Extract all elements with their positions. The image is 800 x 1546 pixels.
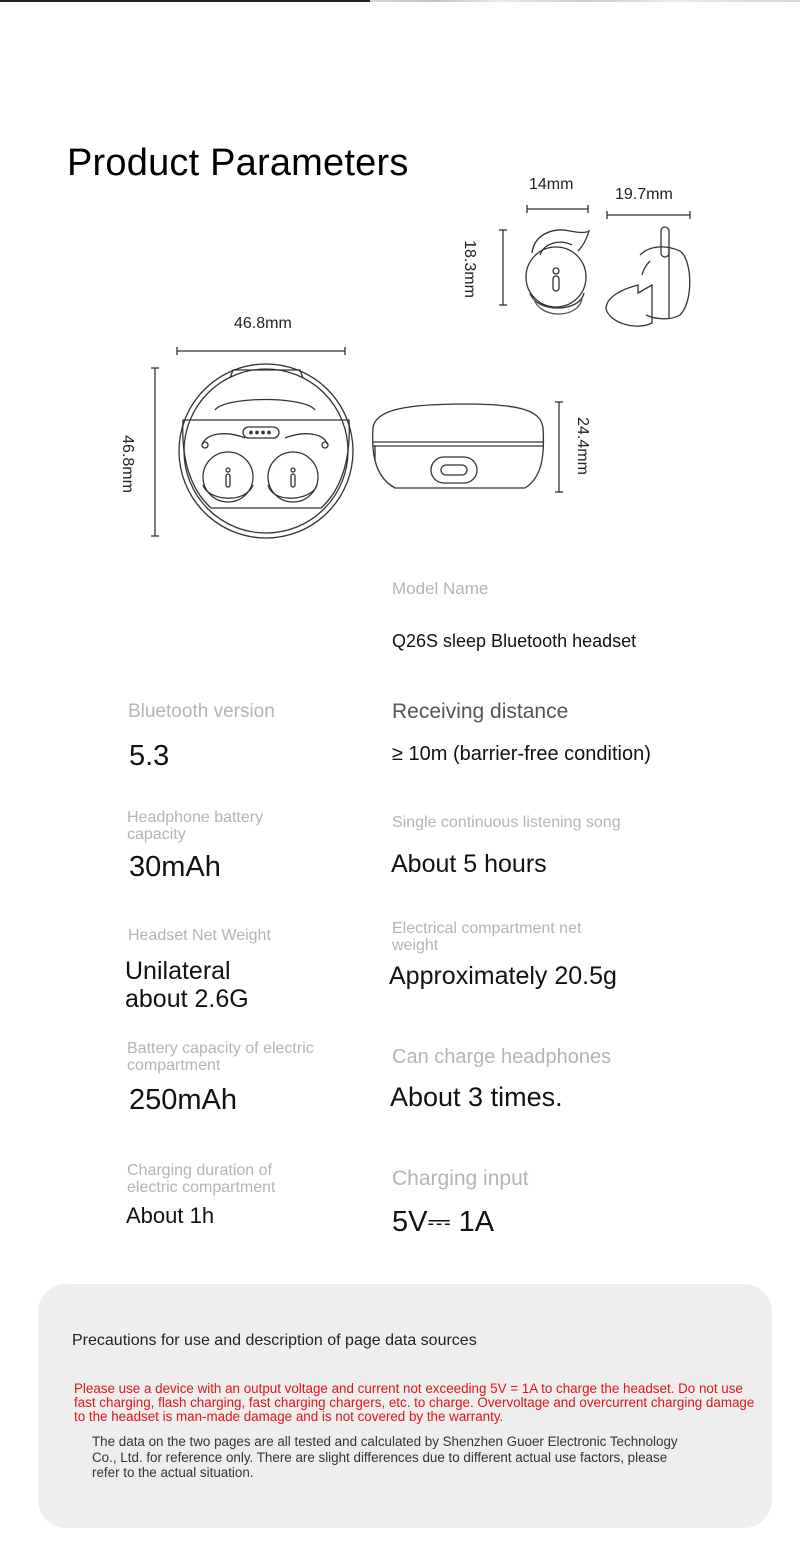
spec-label-charge-times: Can charge headphones: [392, 1046, 612, 1068]
spec-value-case-weight: Approximately 20.5g: [389, 962, 617, 990]
top-border: [0, 0, 800, 3]
spec-value-case-battery: 250mAh: [129, 1084, 238, 1116]
spec-value-headset-weight: Unilateral about 2.6G: [125, 957, 249, 1013]
spec-value-case-charge-time: About 1h: [126, 1203, 215, 1228]
case-width-label: 46.8mm: [234, 315, 292, 332]
spec-label-charging-input: Charging input: [392, 1167, 529, 1190]
earbud-front-drawing: [490, 195, 600, 330]
data-source-note: The data on the two pages are all tested and calculated by Shenzhen Guoer Electronic Technology Co., Ltd. for reference only. There are slight differences due to different actual use factors, please refer to the actual situation.: [92, 1434, 678, 1480]
spec-value-receiving-distance: ≥ 10m (barrier-free condition): [392, 743, 651, 765]
spec-label-bluetooth-version: Bluetooth version: [128, 701, 275, 722]
earbud-height-label: 18.3mm: [460, 240, 478, 298]
spec-label-model: Model Name: [392, 579, 489, 598]
spec-value-listening-time: About 5 hours: [391, 850, 547, 878]
spec-label-earbud-battery: Headphone battery capacity: [127, 809, 264, 843]
spec-value-charge-times: About 3 times.: [390, 1082, 563, 1112]
earbud-width-label: 14mm: [529, 176, 574, 193]
precautions-warning: Please use a device with an output voltage and current not exceeding 5V = 1A to charge the headset. Do not use fast charging, flash charging, fast charging chargers, etc. to charge. Overvoltage and overcurrent charging damage to the headset is man-made damage and is not covered by the warranty.: [74, 1381, 755, 1424]
top-border-dark: [0, 0, 370, 2]
charging-case-top-drawing: [145, 340, 360, 550]
spec-value-bluetooth-version: 5.3: [129, 740, 170, 772]
earbud-depth-label: 19.7mm: [615, 186, 673, 203]
page-title: Product Parameters: [67, 142, 409, 184]
spec-label-case-weight: Electrical compartment net weight: [392, 920, 582, 954]
precautions-panel: [38, 1284, 772, 1528]
spec-value-model: Q26S sleep Bluetooth headset: [392, 631, 637, 651]
spec-value-charging-input: 5V⎓ 1A: [392, 1206, 495, 1238]
case-height-label: 46.8mm: [118, 435, 136, 493]
spec-label-receiving-distance: Receiving distance: [392, 700, 569, 723]
earbud-side-drawing: [600, 205, 700, 330]
spec-value-earbud-battery: 30mAh: [129, 851, 221, 883]
precautions-title: Precautions for use and description of page data sources: [72, 1332, 477, 1349]
spec-label-case-charge-time: Charging duration of electric compartment: [127, 1162, 276, 1196]
charging-case-side-drawing: [365, 398, 575, 496]
top-border-light: [370, 0, 800, 2]
spec-label-case-battery: Battery capacity of electric compartment: [127, 1040, 314, 1074]
spec-label-listening-time: Single continuous listening song: [392, 814, 621, 831]
case-thickness-label: 24.4mm: [573, 417, 591, 475]
spec-label-headset-weight: Headset Net Weight: [128, 927, 271, 944]
